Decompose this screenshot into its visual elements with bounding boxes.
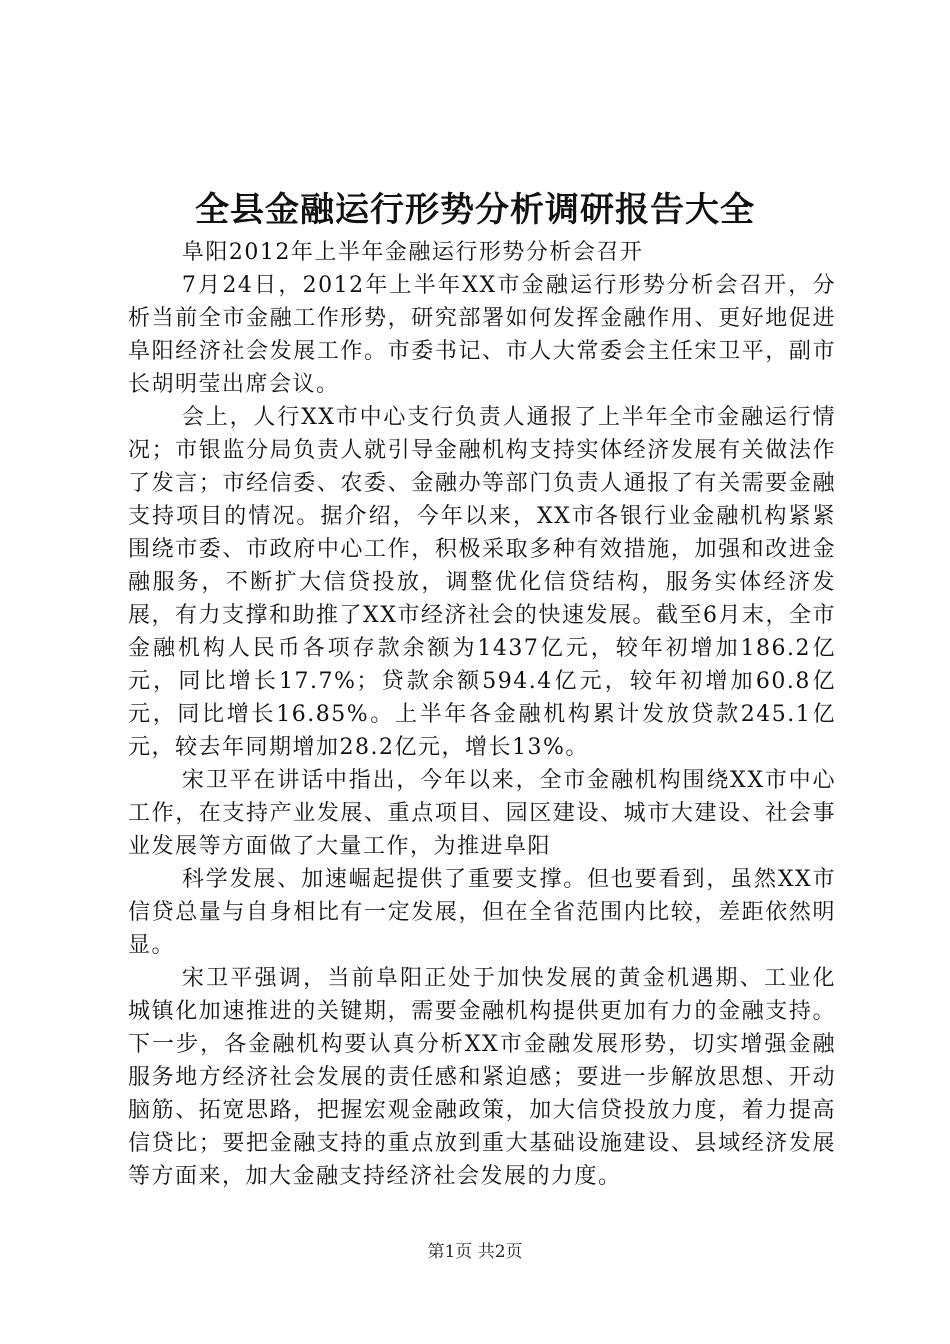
paragraph-emphasis: 宋卫平强调，当前阜阳正处于加快发展的黄金机遇期、工业化城镇化加速推进的关键期，需要金融机构提供更加有力的金融支持。下一步，各金融机构要认真分析XX市金融发展形势，切实增强金融服务地方经济社会发展的责任感和紧迫感；要进一步解放思想、开动脑筋、拓宽思路，把握宏观金融政策，加大信贷投放力度，着力提高信贷比；要把金融支持的重点放到重大基础设施建设、县域经济发展等方面来，加大金融支持经济社会发展的力度。 (128, 966, 836, 1189)
paragraph-speech: 宋卫平在讲话中指出，今年以来，全市金融机构围绕XX市中心工作，在支持产业发展、重点项目、园区建设、城市大建设、社会事业发展等方面做了大量工作，为推进阜阳 (128, 768, 836, 859)
paragraph-meeting-intro: 7月24日，2012年上半年XX市金融运行形势分析会召开，分析当前全市金融工作形势，研究部署如何发挥金融作用、更好地促进阜阳经济社会发展工作。市委书记、市人大常委会主任宋卫平，副市长胡明莹出席会议。 (128, 273, 836, 397)
paragraph-speech-continued: 科学发展、加速崛起提供了重要支撑。但也要看到，虽然XX市信贷总量与自身相比有一定发展，但在全省范围内比较，差距依然明显。 (128, 867, 836, 958)
paragraph-heading-line: 阜阳2012年上半年金融运行形势分析会召开 (181, 240, 644, 265)
paragraph-meeting-report: 会上，人行XX市中心支行负责人通报了上半年全市金融运行情况；市银监分局负责人就引导金融机构支持实体经济发展有关做法作了发言；市经信委、农委、金融办等部门负责人通报了有关需要金融支持项目的情况。据介绍，今年以来，XX市各银行业金融机构紧紧围绕市委、市政府中心工作，积极采取多种有效措施，加强和改进金融服务，不断扩大信贷投放，调整优化信贷结构，服务实体经济发展，有力支撑和助推了XX市经济社会的快速发展。截至6月末，全市金融机构人民币各项存款余额为1437亿元，较年初增加186.2亿元，同比增长17.7%；贷款余额594.4亿元，较年初增加60.8亿元，同比增长16.85%。上半年各金融机构累计发放贷款245.1亿元，较去年同期增加28.2亿元，增长13%。 (128, 405, 836, 760)
document-body (128, 236, 836, 1193)
document-title: 全县金融运行形势分析调研报告大全 (195, 190, 755, 230)
page-number-footer: 第1页 共2页 (427, 1242, 523, 1262)
